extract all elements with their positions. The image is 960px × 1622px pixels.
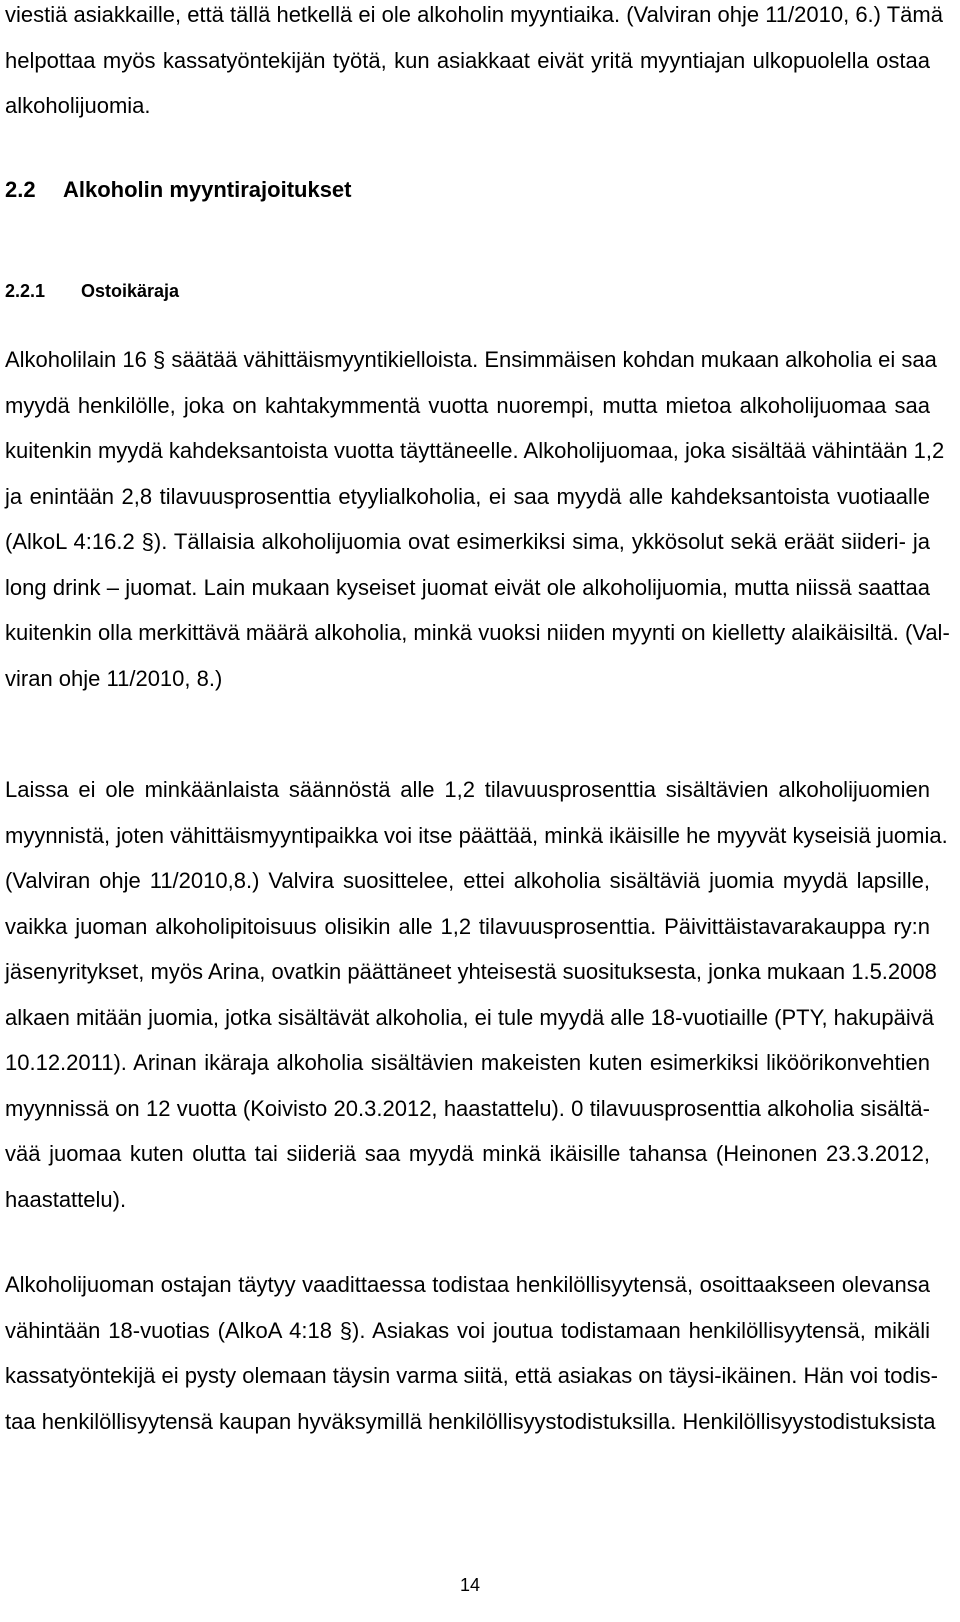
text-line: myynnistä, joten vähittäismyyntipaikka voi itse päättää, minkä ikäisille he myyvät kyseisiä juomia. bbox=[5, 822, 948, 848]
text-line: alkaen mitään juomia, jotka sisältävät alkoholia, ei tule myydä alle 18-vuotiaille (PTY, hakupäivä bbox=[5, 1004, 934, 1030]
paragraph-age-limit bbox=[5, 337, 950, 701]
text-line: Alkoholijuoman ostajan täytyy vaadittaessa todistaa henkilöllisyytensä, osoittaakseen olevansa bbox=[5, 1272, 930, 1297]
text-line: 10.12.2011). Arinan ikäraja alkoholia sisältävien makeisten kuten esimerkiksi liköörikonvehtien bbox=[5, 1050, 930, 1075]
subsection-title: Ostoikäraja bbox=[81, 281, 180, 301]
text-line: Alkoholilain 16 § säätää vähittäismyyntikielloista. Ensimmäisen kohdan mukaan alkoholia ei saa bbox=[5, 347, 937, 372]
subsection-heading bbox=[5, 281, 179, 302]
text-line: kuitenkin olla merkittävä määrä alkoholia, minkä vuoksi niiden myynti on kielletty alaikäisiltä. (Val- bbox=[5, 620, 950, 645]
intro-paragraph bbox=[5, 0, 943, 129]
subsection-number: 2.2.1 bbox=[5, 281, 46, 301]
paragraph-identification bbox=[5, 1262, 938, 1444]
text-line: (Valviran ohje 11/2010,8.) Valvira suosittelee, ettei alkoholia sisältäviä juomia myydä lapsille, bbox=[5, 868, 930, 893]
text-line: viran ohje 11/2010, 8.) bbox=[5, 665, 223, 691]
section-heading bbox=[5, 177, 352, 203]
text-line: long drink – juomat. Lain mukaan kyseiset juomat eivät ole alkoholijuomia, mutta niissä saattaa bbox=[5, 574, 930, 600]
text-line: viestiä asiakkaille, että tällä hetkellä ei ole alkoholin myyntiaika. (Valviran ohje 11/2010, 6.) Tämä bbox=[5, 2, 943, 27]
section-number: 2.2 bbox=[5, 177, 36, 202]
text-line: alkoholijuomia. bbox=[5, 93, 151, 118]
text-line: vää juomaa kuten olutta tai siideriä saa myydä minkä ikäisille tahansa (Heinonen 23.3.2012, bbox=[5, 1141, 930, 1166]
page-number: 14 bbox=[459, 1575, 481, 1595]
text-line: kassatyöntekijä ei pysty olemaan täysin varma siitä, että asiakas on täysi-ikäinen. Hän voi todis- bbox=[5, 1363, 938, 1388]
text-line: jäsenyritykset, myös Arina, ovatkin päättäneet yhteisestä suosituksesta, jonka mukaan 1.5.2008 bbox=[5, 959, 937, 984]
paragraph-low-alcohol bbox=[5, 767, 948, 1222]
text-line: Laissa ei ole minkäänlaista säännöstä alle 1,2 tilavuusprosenttia sisältävien alkoholijuomien bbox=[5, 777, 930, 802]
text-line: ja enintään 2,8 tilavuusprosenttia etyylialkoholia, ei saa myydä alle kahdeksantoista vuotiaalle bbox=[5, 483, 930, 509]
text-line: myydä henkilölle, joka on kahtakymmentä vuotta nuorempi, mutta mietoa alkoholijuomaa saa bbox=[5, 392, 930, 418]
text-line: vähintään 18-vuotias (AlkoA 4:18 §). Asiakas voi joutua todistamaan henkilöllisyytensä, mikäli bbox=[5, 1317, 930, 1343]
text-line: taa henkilöllisyytensä kaupan hyväksymillä henkilöllisyystodistuksilla. Henkilöllisyystodistuksista bbox=[5, 1408, 936, 1434]
text-line: myynnissä on 12 vuotta (Koivisto 20.3.2012, haastattelu). 0 tilavuusprosenttia alkoholia sisältä- bbox=[5, 1095, 930, 1121]
text-line: vaikka juoman alkoholipitoisuus olisikin alle 1,2 tilavuusprosenttia. Päivittäistavarakauppa ry:n bbox=[5, 913, 930, 939]
text-line: kuitenkin myydä kahdeksantoista vuotta täyttäneelle. Alkoholijuomaa, joka sisältää vähintään 1,2 bbox=[5, 438, 945, 463]
text-line: helpottaa myös kassatyöntekijän työtä, kun asiakkaat eivät yritä myyntiajan ulkopuolella ostaa bbox=[5, 47, 930, 73]
text-line: (AlkoL 4:16.2 §). Tällaisia alkoholijuomia ovat esimerkiksi sima, ykkösolut sekä eräät siideri- ja bbox=[5, 529, 930, 554]
section-title: Alkoholin myyntirajoitukset bbox=[63, 177, 352, 202]
text-line: haastattelu). bbox=[5, 1186, 127, 1212]
